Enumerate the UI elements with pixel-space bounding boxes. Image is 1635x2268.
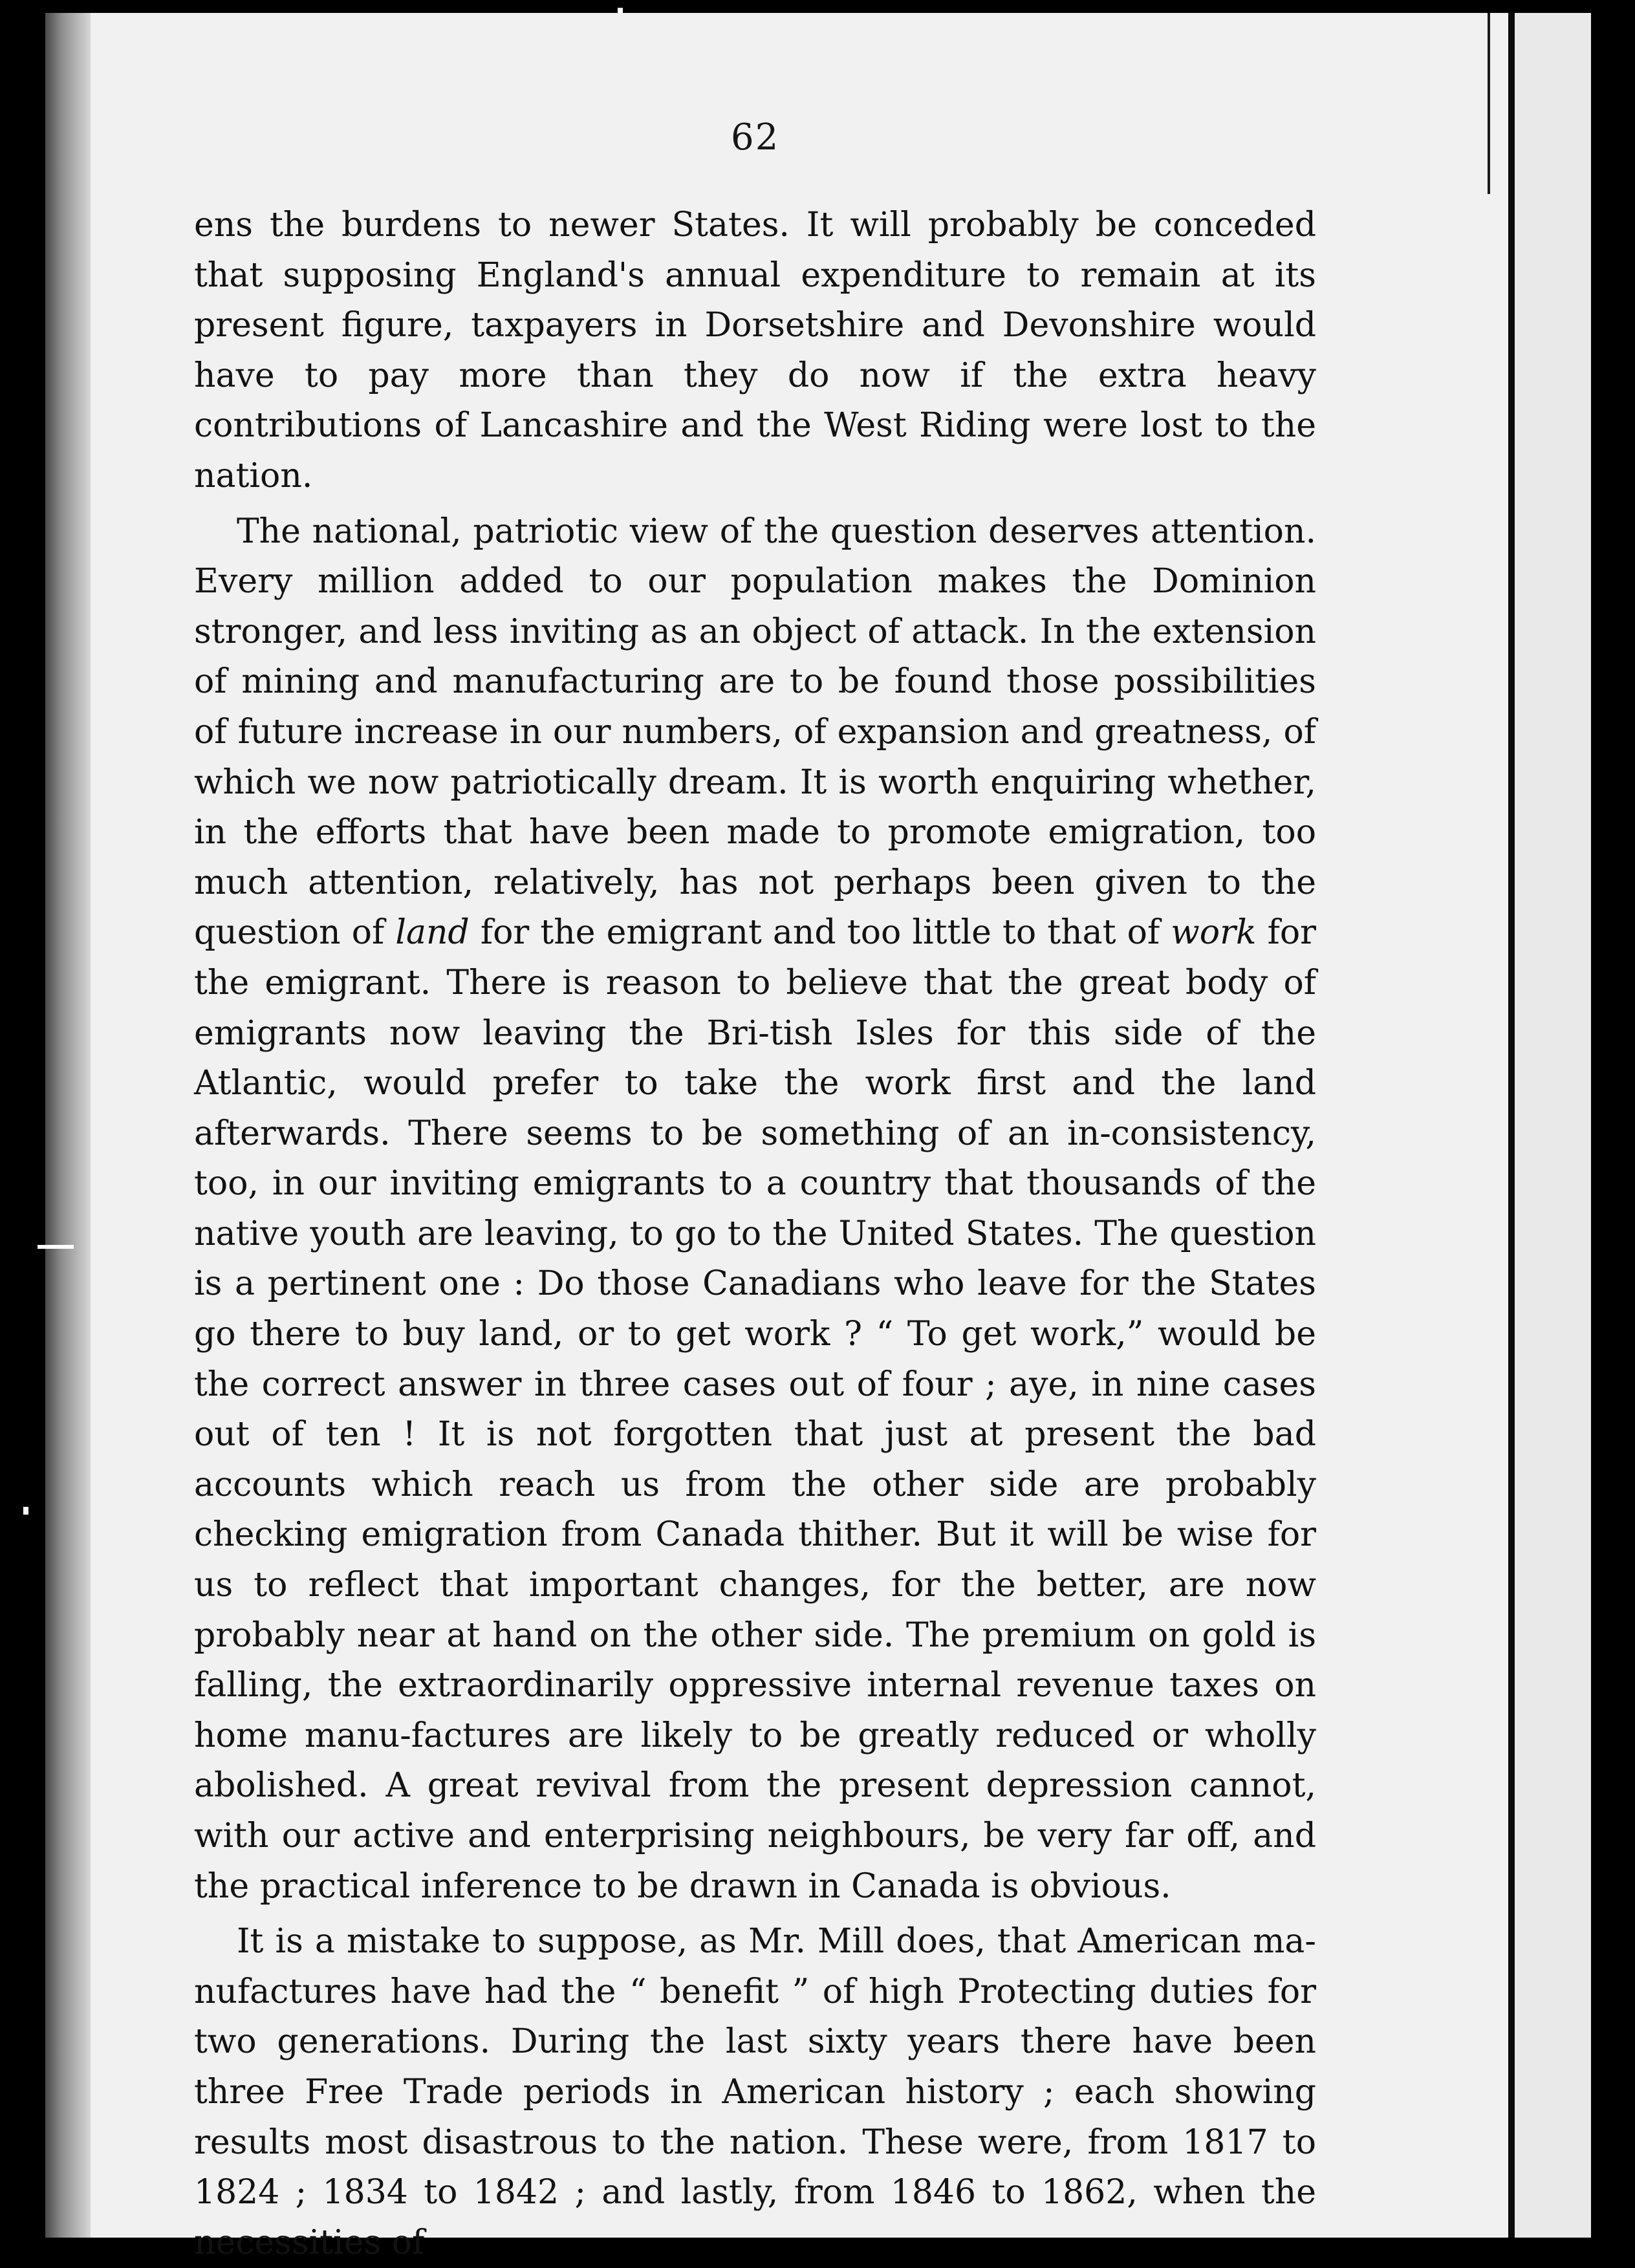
scan-artifact-mark bbox=[23, 1507, 28, 1515]
page-number: 62 bbox=[731, 116, 780, 158]
facing-page-edge bbox=[1513, 13, 1591, 2238]
page-gutter-fold bbox=[1488, 13, 1490, 194]
text-run: for the emigrant. There is reason to believe that the great body of emigrants now leaving the Bri-tish Isles for this side of the Atlantic, would prefer to take the work first and the land afterwards. There seems to be something of an in-consistency, too, in our inviting emigrants to a country that thousands of the native youth are leaving, to go to the United States. The question is a pertinent one : Do those Canadians who leave for the States go there to buy land, or to get work ? “ To get work,” would be the correct answer in three cases out of four ; aye, in nine cases out of ten ! It is not forgotten that just at present the bad accounts which reach us from the other side are probably checking emigration from Canada thither. But it will be wise for us to reflect that important changes, for the better, are now probably near at hand on the other side. The premium on gold is falling, the extraordinarily oppressive internal revenue taxes on home manu-factures are likely to be greatly reduced or wholly abolished. A great revival from the present depression cannot, with our active and enterprising neighbours, be very far off, and the practical inference to be drawn in Canada is obvious. bbox=[194, 913, 1316, 1906]
text-run: for the emigrant and too little to that of bbox=[469, 913, 1171, 953]
page-gutter-line bbox=[1508, 13, 1515, 2238]
scan-artifact-mark bbox=[618, 8, 623, 13]
text-run: The national, patriotic view of the question deserves attention. Every million added to our population makes the Dominion stronger, and less inviting as an object of attack. In the extension of mining and manufacturing are to be found those possibilities of future increase in our numbers, of expansion and greatness, of which we now patriotically dream. It is worth enquiring whether, in the efforts that have been made to promote emigration, too much attention, relatively, has not perhaps been given to the question of bbox=[194, 512, 1316, 953]
page-body-text bbox=[194, 200, 1316, 2268]
italic-word: work bbox=[1171, 913, 1257, 953]
paragraph bbox=[194, 1917, 1316, 2268]
text-run: It is a mistake to suppose, as Mr. Mill does, that American ma-nufactures have had the “ benefit ” of high Protecting duties for two generations. During the last sixty years there have been three Free Trade periods in American history ; each showing results most disastrous to the nation. These were, from 1817 to 1824 ; 1834 to 1842 ; and lastly, from 1846 to 1862, when the necessities of bbox=[194, 1922, 1316, 2262]
italic-word: land bbox=[395, 913, 470, 953]
book-binding-edge bbox=[45, 13, 91, 2238]
paragraph bbox=[194, 200, 1316, 502]
paragraph bbox=[194, 507, 1316, 1912]
text-run: ens the burdens to newer States. It will probably be conceded that supposing England's annual expenditure to remain at its present figure, taxpayers in Dorsetshire and Devonshire would have to pay more than they do now if the extra heavy contributions of Lancashire and the West Riding were lost to the nation. bbox=[194, 206, 1316, 495]
scan-artifact-mark bbox=[38, 1245, 74, 1249]
